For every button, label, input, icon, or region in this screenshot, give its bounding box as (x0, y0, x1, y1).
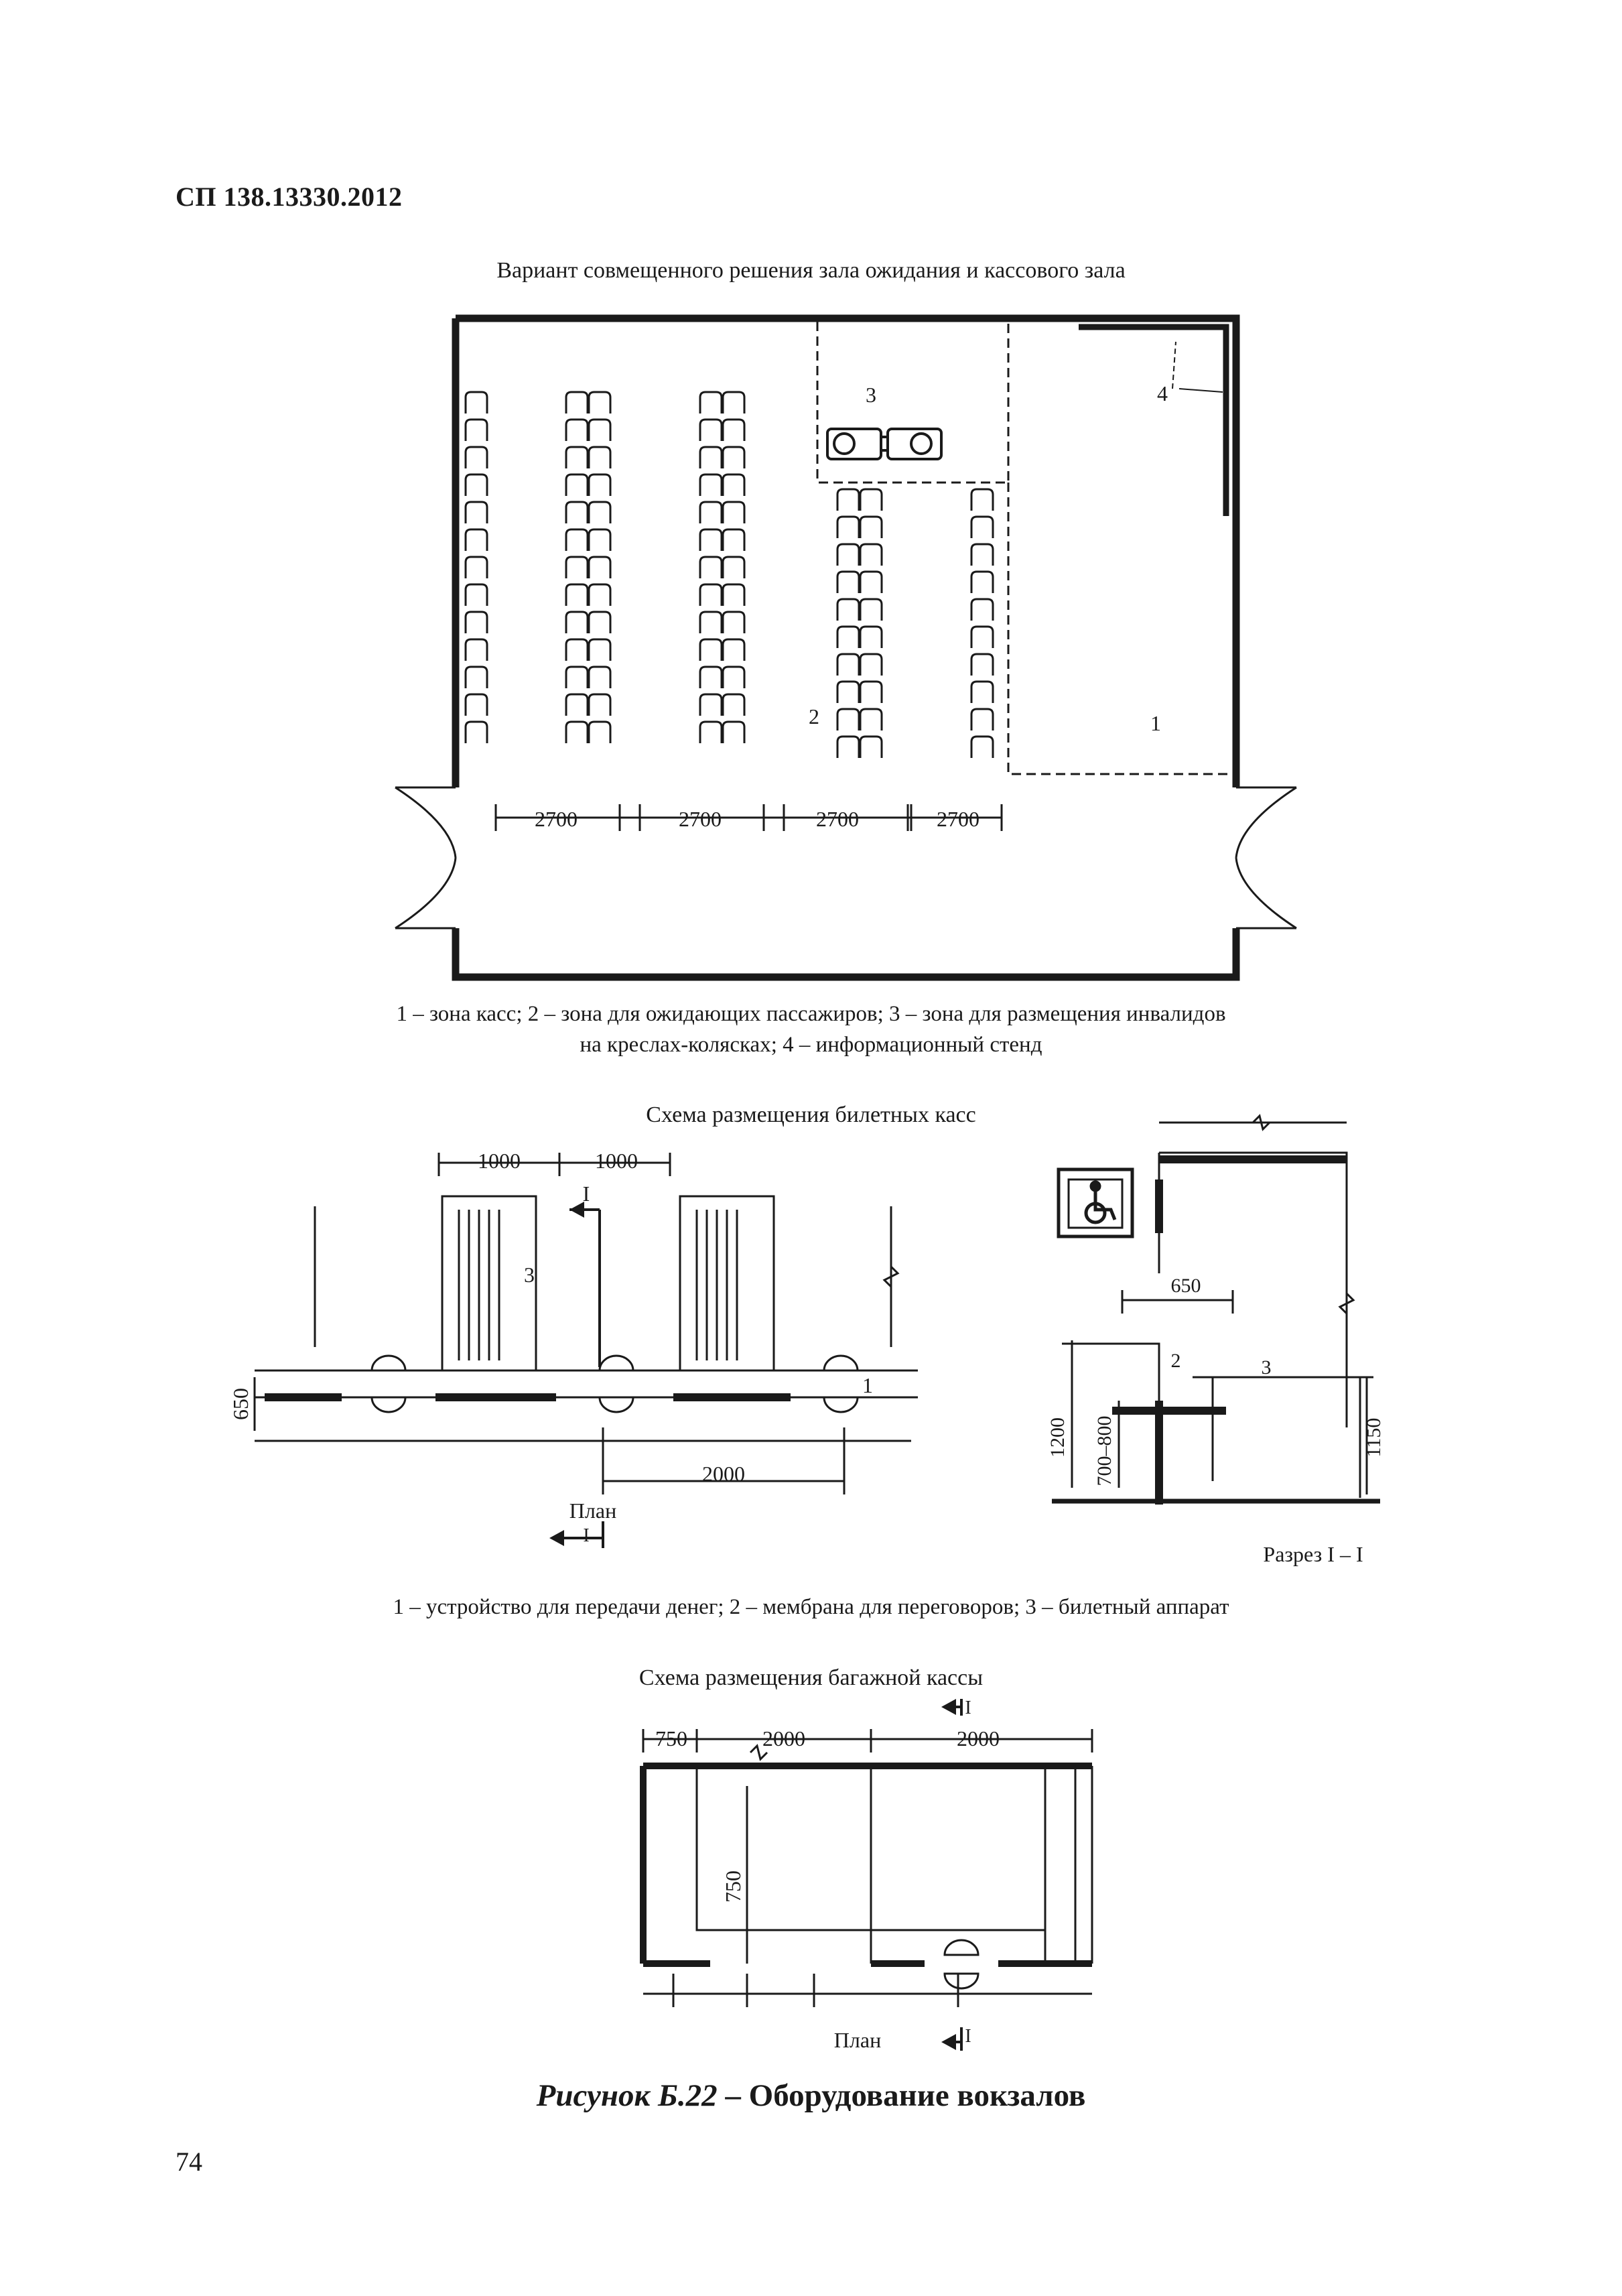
payment-device-group (372, 1356, 858, 1412)
zone-label-2: 2 (809, 704, 819, 728)
zone-label-3: 3 (866, 383, 876, 407)
figure-title: Оборудование вокзалов (748, 2078, 1086, 2113)
seat (971, 517, 993, 538)
zone-label-1: 1 (1150, 711, 1161, 735)
seat (860, 517, 882, 538)
section-mark: I (582, 1182, 590, 1206)
seat (723, 694, 744, 716)
seat (700, 722, 722, 743)
label-3: 3 (1261, 1356, 1272, 1379)
seat (723, 392, 744, 413)
seat (971, 627, 993, 648)
seat (860, 737, 882, 758)
seat (700, 392, 722, 413)
seat (589, 667, 610, 688)
seat (466, 420, 487, 441)
seat (700, 502, 722, 523)
seat (723, 584, 744, 606)
seat (589, 529, 610, 551)
seat (723, 667, 744, 688)
seat (466, 447, 487, 468)
dimension-label: 2700 (679, 807, 722, 831)
ticket-office-plan-drawing (228, 1146, 951, 1548)
seat (700, 474, 722, 496)
dimension-label: 650 (228, 1388, 253, 1420)
payment-device (372, 1356, 405, 1370)
payment-device (824, 1397, 858, 1412)
dimension-label: 750 (721, 1870, 745, 1903)
seat (700, 584, 722, 606)
figure-number: Рисунок Б.22 (536, 2078, 718, 2113)
seat (566, 722, 588, 743)
seat (723, 502, 744, 523)
seat (700, 694, 722, 716)
seat (700, 639, 722, 661)
seat (589, 722, 610, 743)
label-1: 1 (862, 1373, 873, 1397)
zone-label-4: 4 (1157, 381, 1168, 405)
seat (466, 667, 487, 688)
seat (589, 639, 610, 661)
seat (837, 489, 859, 511)
seat (837, 737, 859, 758)
seat (466, 557, 487, 578)
seating-rows (466, 392, 993, 758)
payment-device (600, 1356, 633, 1370)
seat (860, 654, 882, 676)
payment-device (600, 1397, 633, 1412)
seat (723, 557, 744, 578)
dimension-label: 2000 (957, 1726, 1000, 1750)
seat (971, 544, 993, 566)
dimension-label: 1150 (1363, 1417, 1385, 1458)
figure-dash: – (717, 2078, 749, 2113)
section3-title: Схема размещения багажной кассы (638, 1665, 984, 1690)
section-mark: I (965, 2026, 971, 2047)
figure-caption (0, 2078, 1622, 2114)
seat (589, 392, 610, 413)
seat (837, 627, 859, 648)
seat (466, 584, 487, 606)
seat (589, 584, 610, 606)
seat (466, 502, 487, 523)
section1-title: Вариант совмещенного решения зала ожидания и кассового зала (496, 258, 1126, 283)
seat (860, 627, 882, 648)
ticket-office-section-drawing (1032, 1112, 1394, 1582)
seat (723, 722, 744, 743)
seat (566, 557, 588, 578)
section2-legend: 1 – устройство для передачи денег; 2 – мембрана для переговоров; 3 – билетный аппарат (393, 1595, 1229, 1619)
seat (566, 420, 588, 441)
seat (700, 612, 722, 633)
seat (860, 572, 882, 593)
dimension-label: 1000 (478, 1149, 521, 1173)
seat (723, 447, 744, 468)
plan-caption: План (833, 2028, 882, 2052)
baggage-office-plan-drawing (630, 1699, 1112, 2061)
section1-legend (0, 999, 1622, 1060)
dimension-label: 650 (1170, 1275, 1201, 1297)
seat (566, 474, 588, 496)
seat (589, 474, 610, 496)
seat (566, 667, 588, 688)
wheelchair-icon (1086, 1182, 1115, 1222)
seat (723, 612, 744, 633)
wheelchair-symbol-group (827, 429, 941, 459)
label-3: 3 (524, 1263, 535, 1287)
seat (723, 529, 744, 551)
seat (723, 474, 744, 496)
seat (566, 502, 588, 523)
document-code: СП 138.13330.2012 (176, 182, 403, 212)
section-caption: Разрез I – I (1263, 1542, 1363, 1566)
payment-device (945, 1940, 978, 1988)
seat (860, 599, 882, 621)
legend-line: 1 – зона касс; 2 – зона для ожидающих пассажиров; 3 – зона для размещения инвалидов (396, 1002, 1226, 1026)
seat (700, 667, 722, 688)
seat (566, 584, 588, 606)
seat (837, 654, 859, 676)
section-mark: I (583, 1525, 590, 1546)
seat (466, 722, 487, 743)
seat (971, 489, 993, 511)
seat (860, 709, 882, 730)
seat (466, 639, 487, 661)
seat (466, 694, 487, 716)
seat (466, 392, 487, 413)
seat (589, 694, 610, 716)
seat (566, 447, 588, 468)
seat (971, 709, 993, 730)
dimension-label: 1000 (595, 1149, 638, 1173)
dimension-label: 2700 (937, 807, 979, 831)
page-number: 74 (176, 2147, 202, 2177)
seat (700, 557, 722, 578)
seat (723, 639, 744, 661)
seat (971, 572, 993, 593)
plan-caption: План (569, 1498, 617, 1523)
hall-plan-drawing (375, 295, 1327, 992)
seat (589, 502, 610, 523)
seat (837, 682, 859, 703)
seat (700, 529, 722, 551)
dimension-label: 2700 (816, 807, 859, 831)
payment-device (372, 1397, 405, 1412)
seat (971, 737, 993, 758)
payment-device (824, 1356, 858, 1370)
seat (971, 682, 993, 703)
seat (566, 639, 588, 661)
seat (837, 709, 859, 730)
seat (971, 599, 993, 621)
seat (566, 392, 588, 413)
seat (589, 420, 610, 441)
seat (837, 599, 859, 621)
label-2: 2 (1170, 1350, 1181, 1372)
seat (589, 557, 610, 578)
dimension-label: 750 (655, 1726, 687, 1750)
dimension-label: 700–800 (1093, 1415, 1116, 1486)
seat (700, 447, 722, 468)
seat (566, 529, 588, 551)
seat (860, 489, 882, 511)
dimension-label: 2700 (535, 807, 578, 831)
seat (566, 694, 588, 716)
seat (860, 682, 882, 703)
seat (589, 612, 610, 633)
seat (466, 529, 487, 551)
seat (837, 572, 859, 593)
seat (860, 544, 882, 566)
dimension-label: 2000 (762, 1726, 805, 1750)
seat (700, 420, 722, 441)
dimension-label: 2000 (702, 1462, 745, 1486)
seat (971, 654, 993, 676)
legend-line: на креслах-колясках; 4 – информационный стенд (580, 1033, 1042, 1057)
seat (837, 544, 859, 566)
seat (466, 474, 487, 496)
dimension-label: 1200 (1046, 1417, 1069, 1458)
seat (589, 447, 610, 468)
section-mark: I (965, 1699, 971, 1718)
seat (566, 612, 588, 633)
section2-title: Схема размещения билетных касс (646, 1102, 976, 1127)
seat (466, 612, 487, 633)
seat (837, 517, 859, 538)
seat (723, 420, 744, 441)
